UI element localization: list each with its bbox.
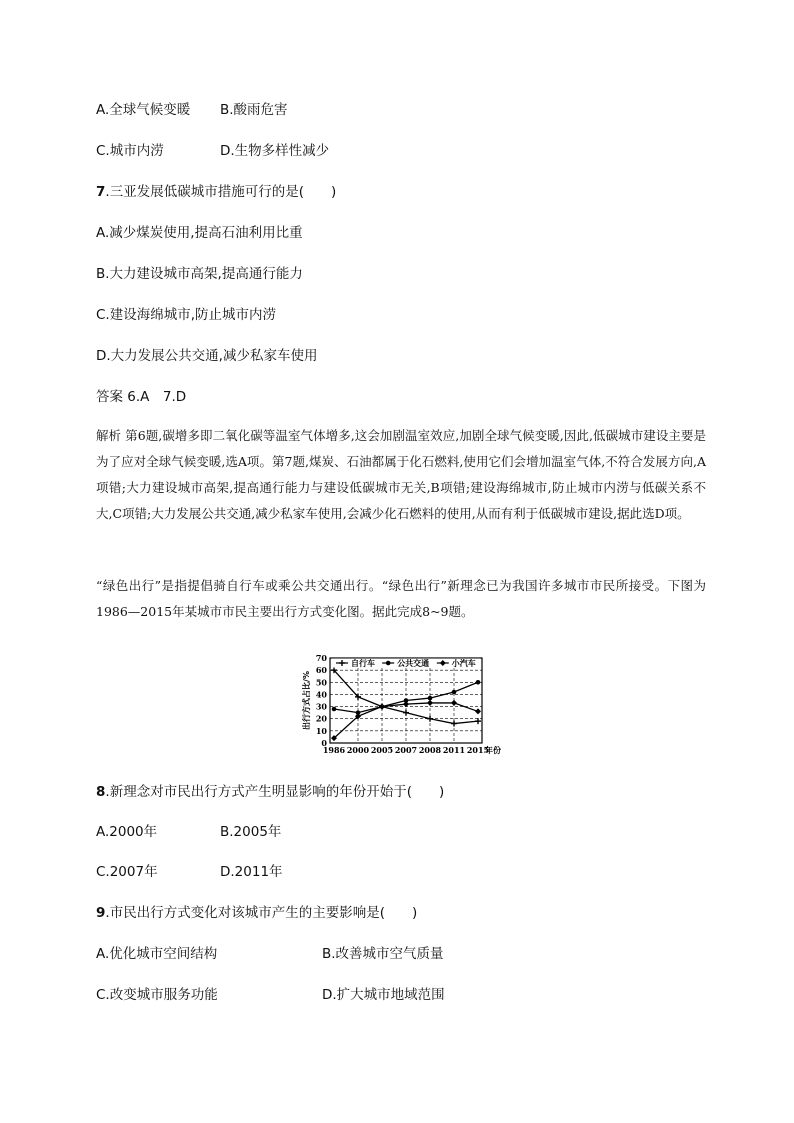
intro-paragraph: “绿色出行”是指提倡骑自行车或乘公共交通出行。“绿色出行”新理念已为我国许多城市市民所接受。下图为1986—2015年某城市市民主要出行方式变化图。据此完成8~9题。 xyxy=(96,578,706,619)
x-tick-label: 2008 xyxy=(418,745,442,755)
y-tick-label: 30 xyxy=(315,701,327,712)
q7-option-c: C.建设海绵城市,防止城市内涝 xyxy=(96,307,277,323)
y-axis-label: 出行方式占比/% xyxy=(302,671,311,730)
data-point-dot xyxy=(452,690,457,695)
q7-option-b: B.大力建设城市高架,提高通行能力 xyxy=(96,266,303,282)
y-tick-label: 10 xyxy=(315,725,327,736)
data-point-dot xyxy=(428,696,433,701)
q8-option-c: C.2007年 xyxy=(96,864,158,880)
q8-option-a: A.2000年 xyxy=(96,824,158,840)
q8-option-d: D.2011年 xyxy=(220,864,283,880)
legend-label: 自行车 xyxy=(351,659,375,668)
explanation-paragraph: 解析 第6题,碳增多即二氧化碳等温室气体增多,这会加剧温室效应,加剧全球气候变暖,因此,低碳城市建设主要是为了应对全球气候变暖,选A项。第7题,煤炭、石油都属于化石燃料,使用它们会增加温室气体,不符合发展方向,A项错;大力建设城市高架,提高通行能力与建设低碳城市无关,B项错;建设海绵城市,防止城市内涝与低碳关系不大,C项错;大力发展公共交通,减少私家车使用,会减少化石燃料的使用,从而有利于低碳城市建设,据此选D项。 xyxy=(96,428,706,521)
q7-option-d: D.大力发展公共交通,减少私家车使用 xyxy=(96,348,318,364)
y-tick-label: 20 xyxy=(315,713,327,724)
y-tick-label: 70 xyxy=(315,653,327,663)
travel-mode-chart-canvas xyxy=(300,648,515,758)
q6-option-b: B.酸雨危害 xyxy=(220,102,288,118)
q8-stem xyxy=(96,783,444,801)
data-point-dot xyxy=(476,680,481,685)
q6-option-a: A.全球气候变暖 xyxy=(96,102,191,118)
y-tick-label: 40 xyxy=(315,689,327,700)
q8-number: 8 xyxy=(96,784,106,800)
travel-mode-chart xyxy=(300,648,515,758)
data-point-dot xyxy=(332,707,337,712)
y-tick-label: 50 xyxy=(315,677,327,688)
y-tick-label: 0 xyxy=(321,738,327,748)
data-point-diamond xyxy=(451,700,457,706)
q8-stem-text: .新理念对市民出行方式产生明显影响的年份开始于( ) xyxy=(105,784,445,800)
chart-svg xyxy=(300,648,515,758)
q9-stem-text: .市民出行方式变化对该城市产生的主要影响是( ) xyxy=(105,905,418,921)
legend-label: 公共交通 xyxy=(397,659,430,668)
data-point-diamond xyxy=(379,704,385,710)
x-tick-label: 1986 xyxy=(322,745,346,755)
data-point-dot xyxy=(386,661,391,666)
y-tick-label: 60 xyxy=(315,665,327,676)
q7-option-a: A.减少煤炭使用,提高石油利用比重 xyxy=(96,225,303,241)
x-tick-label: 2015 xyxy=(466,745,490,755)
q9-option-c: C.改变城市服务功能 xyxy=(96,987,218,1003)
x-axis-unit: 年份 xyxy=(485,746,501,755)
q9-number: 9 xyxy=(96,905,106,921)
q7-stem-text: .三亚发展低碳城市措施可行的是( ) xyxy=(105,184,337,200)
q8-option-b: B.2005年 xyxy=(220,824,282,840)
q7-stem xyxy=(96,183,336,201)
q6-option-d: D.生物多样性减少 xyxy=(220,143,330,159)
answer-line: 答案 6.A 7.D xyxy=(96,389,187,405)
data-point-diamond xyxy=(475,708,481,714)
x-tick-label: 2011 xyxy=(442,745,466,755)
q9-option-b: B.改善城市空气质量 xyxy=(322,946,444,962)
data-point-diamond xyxy=(427,700,433,706)
q7-number: 7 xyxy=(96,184,106,200)
legend-label: 小汽车 xyxy=(451,659,476,668)
q6-option-c: C.城市内涝 xyxy=(96,143,164,159)
q9-stem xyxy=(96,904,417,922)
q9-option-d: D.扩大城市地域范围 xyxy=(322,987,445,1003)
q9-option-a: A.优化城市空间结构 xyxy=(96,946,218,962)
x-tick-label: 2000 xyxy=(346,745,370,755)
data-point-diamond xyxy=(403,701,409,707)
x-tick-label: 2005 xyxy=(370,745,394,755)
x-tick-label: 2007 xyxy=(394,745,418,755)
